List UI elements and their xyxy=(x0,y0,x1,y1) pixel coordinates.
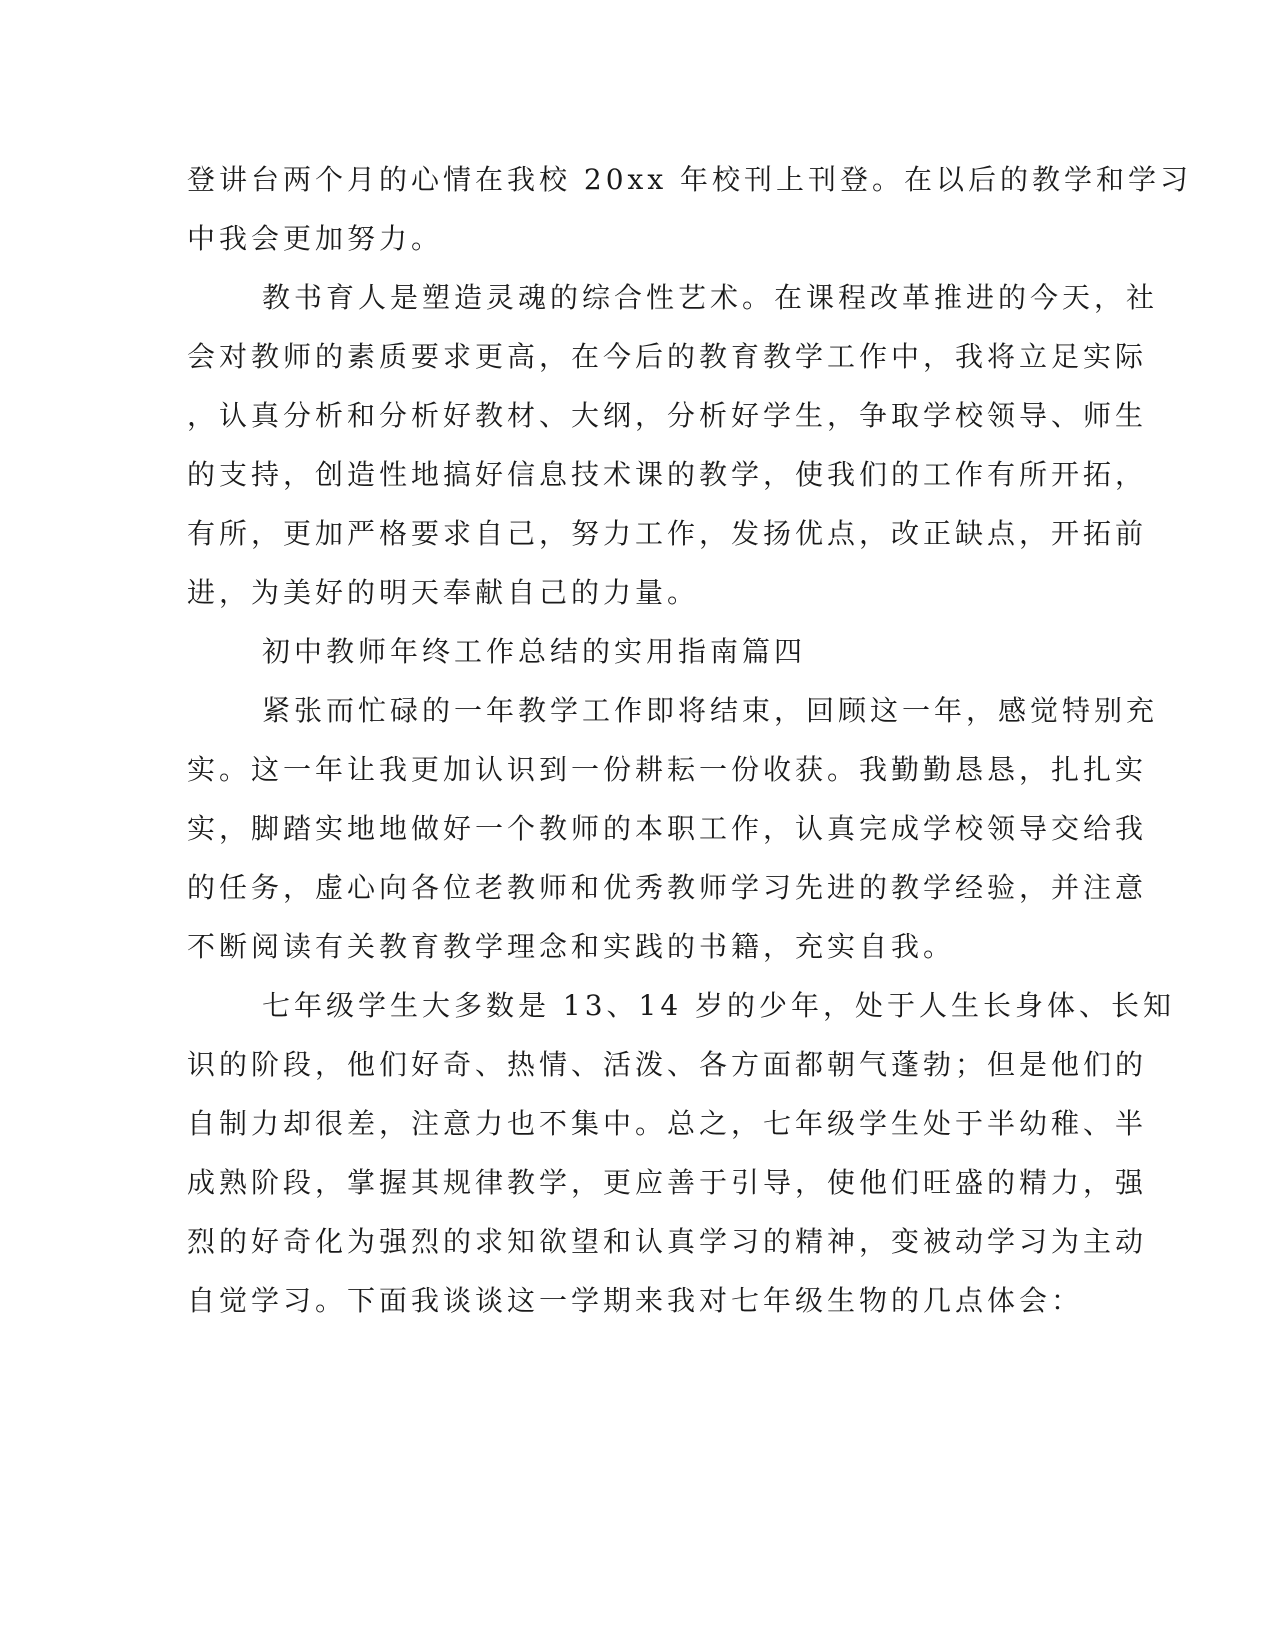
text-line-1: 登讲台两个月的心情在我校 20xx 年校刊上刊登。在以后的教学和学习 xyxy=(187,163,1193,196)
text-line-16: 识的阶段，他们好奇、热情、活泼、各方面都朝气蓬勃；但是他们的 xyxy=(187,1048,1148,1081)
text-line-17: 自制力却很差，注意力也不集中。总之，七年级学生处于半幼稚、半 xyxy=(187,1107,1148,1140)
text-line-18: 成熟阶段，掌握其规律教学，更应善于引导，使他们旺盛的精力，强 xyxy=(187,1166,1148,1199)
text-line-11: 实。这一年让我更加认识到一份耕耘一份收获。我勤勤恳恳，扎扎实 xyxy=(187,753,1148,786)
text-line-3: 教书育人是塑造灵魂的综合性艺术。在课程改革推进的今天，社 xyxy=(262,281,1159,314)
text-line-4: 会对教师的素质要求更高，在今后的教育教学工作中，我将立足实际 xyxy=(187,340,1148,373)
text-line-5: ，认真分析和分析好教材、大纲，分析好学生，争取学校领导、师生 xyxy=(187,399,1148,432)
text-line-7: 有所，更加严格要求自己，努力工作，发扬优点，改正缺点，开拓前 xyxy=(187,517,1148,550)
text-line-10: 紧张而忙碌的一年教学工作即将结束，回顾这一年，感觉特别充 xyxy=(262,694,1159,727)
text-line-20: 自觉学习。下面我谈谈这一学期来我对七年级生物的几点体会： xyxy=(187,1284,1084,1317)
section-heading: 初中教师年终工作总结的实用指南篇四 xyxy=(262,635,807,668)
text-line-12: 实，脚踏实地地做好一个教师的本职工作，认真完成学校领导交给我 xyxy=(187,812,1148,845)
text-line-2: 中我会更加努力。 xyxy=(187,222,444,255)
text-line-15: 七年级学生大多数是 13、14 岁的少年，处于人生长身体、长知 xyxy=(262,989,1176,1022)
text-line-13: 的任务，虚心向各位老教师和优秀教师学习先进的教学经验，并注意 xyxy=(187,871,1148,904)
text-line-19: 烈的好奇化为强烈的求知欲望和认真学习的精神，变被动学习为主动 xyxy=(187,1225,1148,1258)
text-line-8: 进，为美好的明天奉献自己的力量。 xyxy=(187,576,700,609)
text-line-6: 的支持，创造性地搞好信息技术课的教学，使我们的工作有所开拓， xyxy=(187,458,1148,491)
text-line-14: 不断阅读有关教育教学理念和实践的书籍，充实自我。 xyxy=(187,930,956,963)
